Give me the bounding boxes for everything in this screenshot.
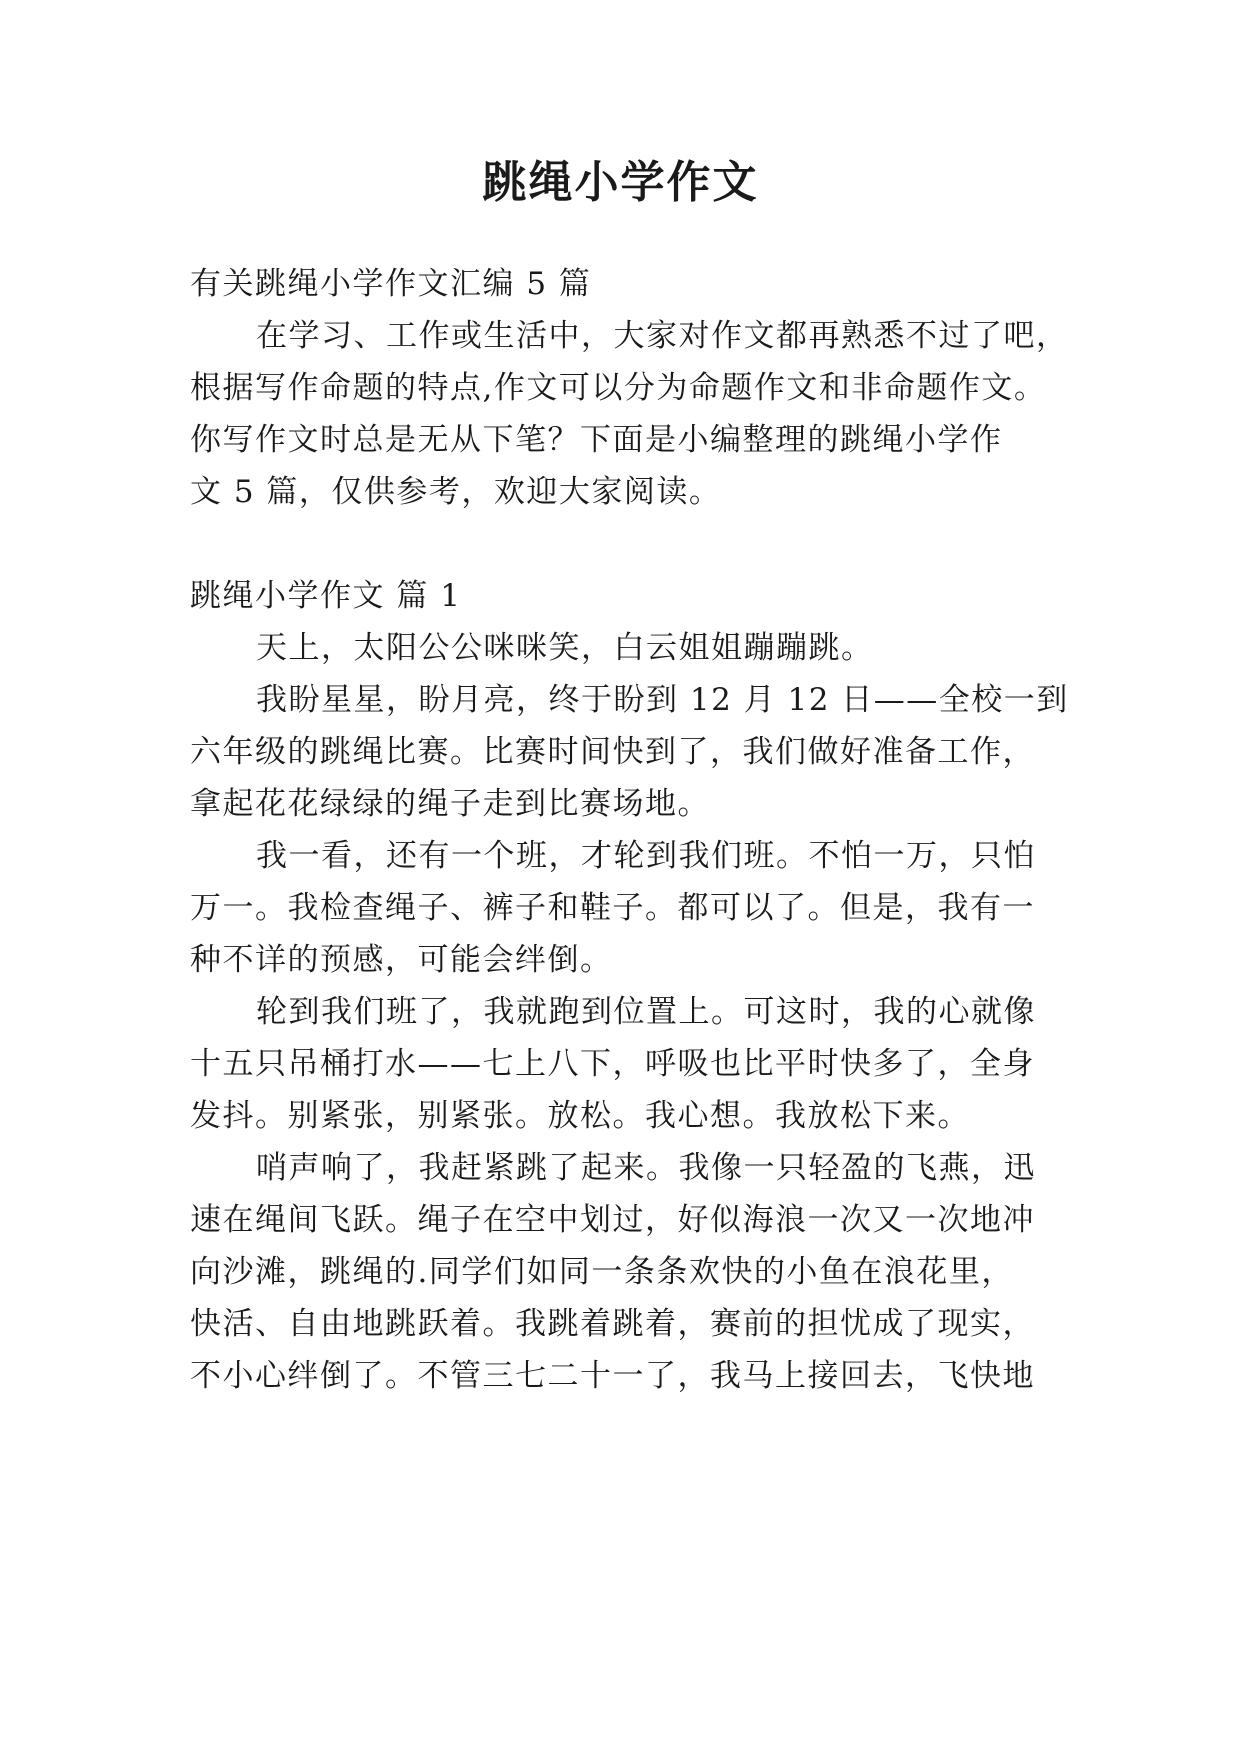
paragraph-line: 万一。我检查绳子、裤子和鞋子。都可以了。但是，我有一 xyxy=(190,890,1035,926)
intro-line: 你写作文时总是无从下笔？下面是小编整理的跳绳小学作 xyxy=(190,422,1003,458)
paragraph-line: 种不详的预感，可能会绊倒。 xyxy=(190,942,613,978)
paragraph-line: 向沙滩，跳绳的.同学们如同一条条欢快的小鱼在浪花里， xyxy=(190,1254,1014,1290)
paragraph-line: 不小心绊倒了。不管三七二十一了，我马上接回去，飞快地 xyxy=(190,1358,1035,1394)
section-heading: 跳绳小学作文 篇 1 xyxy=(190,578,462,614)
paragraph-line: 天上，太阳公公咪咪笑，白云姐姐蹦蹦跳。 xyxy=(256,630,874,666)
intro-line: 文 5 篇，仅供参考，欢迎大家阅读。 xyxy=(190,474,722,510)
paragraph-line: 六年级的跳绳比赛。比赛时间快到了，我们做好准备工作， xyxy=(190,734,1035,770)
paragraph-line: 快活、自由地跳跃着。我跳着跳着，赛前的担忧成了现实， xyxy=(190,1306,1035,1342)
subtitle: 有关跳绳小学作文汇编 5 篇 xyxy=(190,266,592,302)
paragraph-line: 我盼星星，盼月亮，终于盼到 12 月 12 日——全校一到 xyxy=(256,682,1069,718)
intro-line: 根据写作命题的特点,作文可以分为命题作文和非命题作文。 xyxy=(190,370,1047,406)
paragraph-line: 速在绳间飞跃。绳子在空中划过，好似海浪一次又一次地冲 xyxy=(190,1202,1035,1238)
intro-line: 在学习、工作或生活中，大家对作文都再熟悉不过了吧， xyxy=(256,318,1069,354)
paragraph-line: 十五只吊桶打水——七上八下，呼吸也比平时快多了，全身 xyxy=(190,1046,1035,1082)
paragraph-line: 拿起花花绿绿的绳子走到比赛场地。 xyxy=(190,786,710,822)
paragraph-line: 发抖。别紧张，别紧张。放松。我心想。我放松下来。 xyxy=(190,1098,970,1134)
paragraph-line: 哨声响了，我赶紧跳了起来。我像一只轻盈的飞燕，迅 xyxy=(256,1150,1036,1186)
paragraph-line: 我一看，还有一个班，才轮到我们班。不怕一万，只怕 xyxy=(256,838,1036,874)
paragraph-line: 轮到我们班了，我就跑到位置上。可这时，我的心就像 xyxy=(256,994,1036,1030)
document-title: 跳绳小学作文 xyxy=(482,157,759,208)
